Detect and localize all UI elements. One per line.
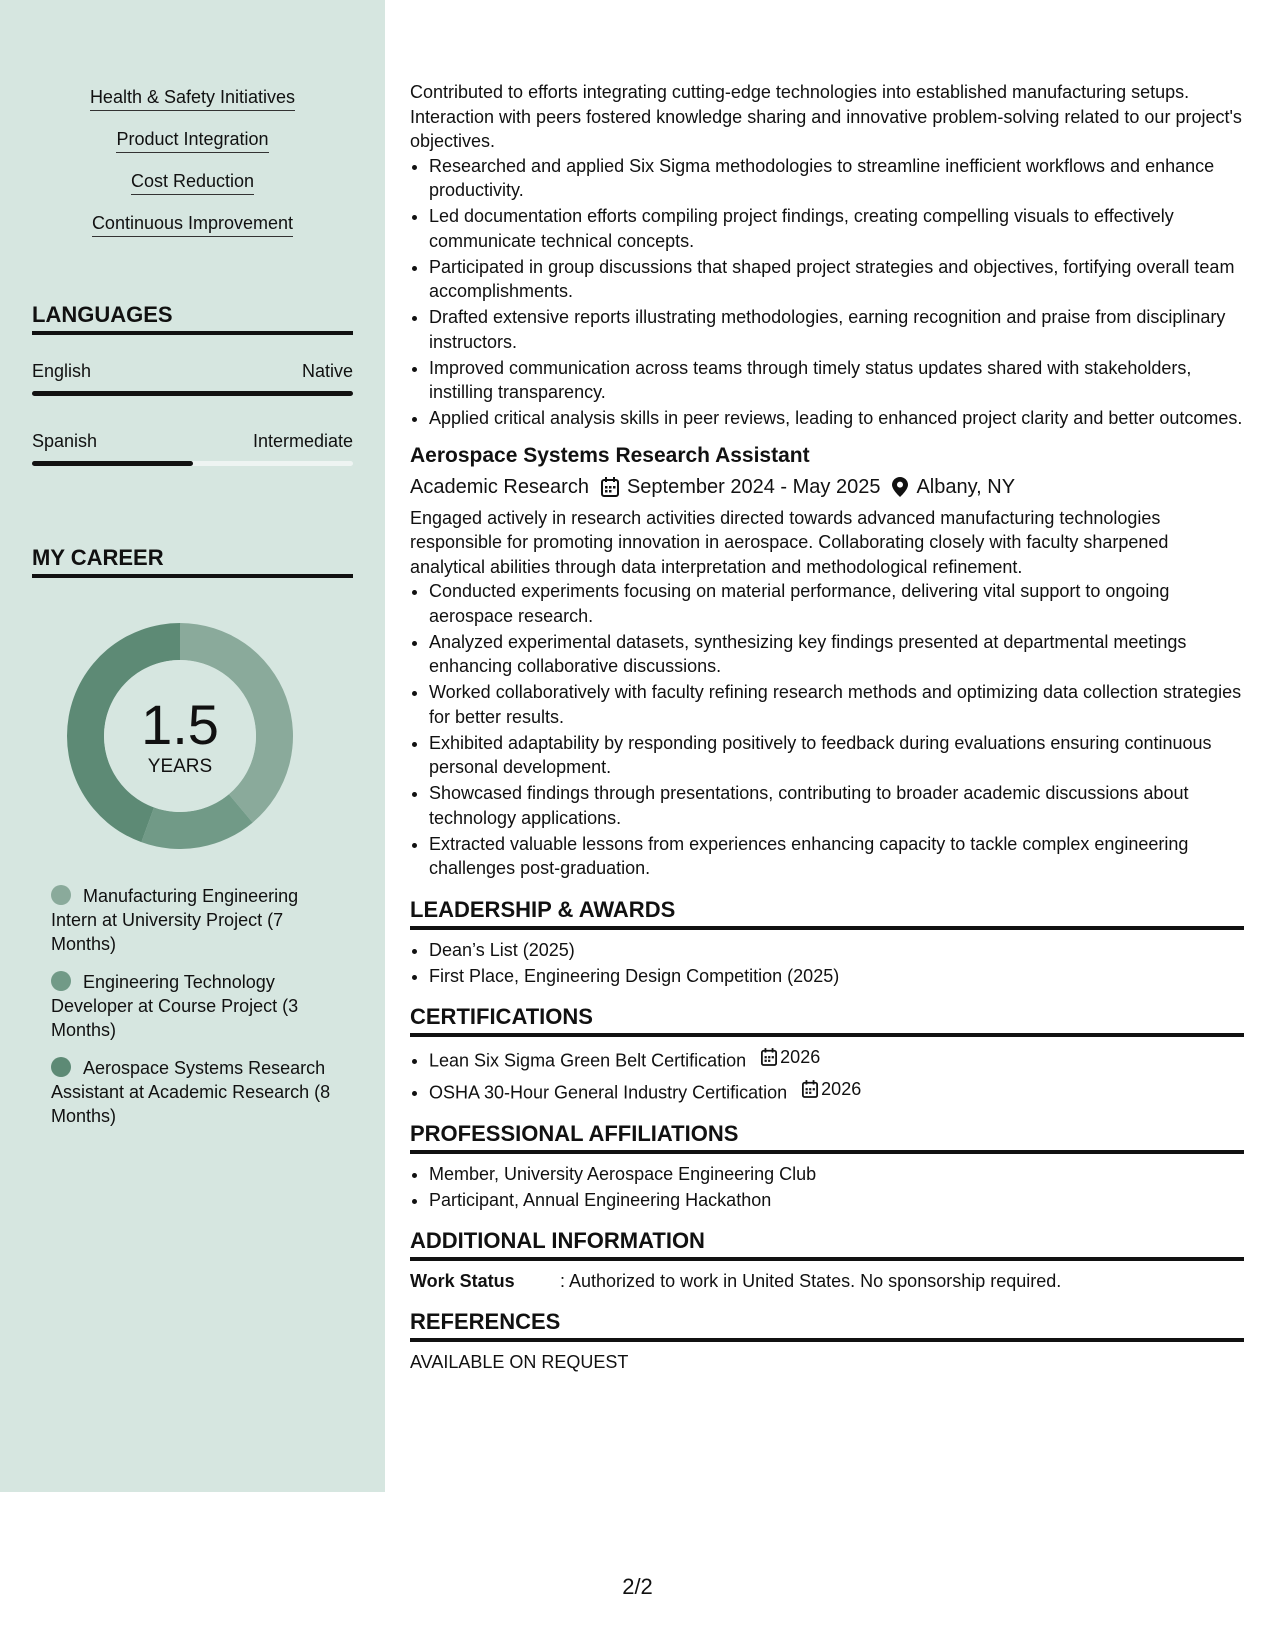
bullet-item: • Applied critical analysis skills in peer reviews, leading to enhanced project clarity and better outcomes. <box>429 406 1244 431</box>
certification-name: OSHA 30-Hour General Industry Certification <box>429 1082 788 1102</box>
career-total-value: 1.5 <box>141 693 219 756</box>
career-legend-item <box>51 970 336 1042</box>
career-heading: MY CAREER <box>32 545 353 578</box>
career-legend-label: Manufacturing Engineering Intern at University Project (7 Months) <box>51 886 299 954</box>
bullet-item: • Led documentation efforts compiling project findings, creating compelling visuals to effectively communicate technical concepts. <box>429 204 1244 253</box>
language-level: Native <box>301 361 353 381</box>
certification-item <box>429 1077 1244 1105</box>
legend-dot-icon <box>51 1057 71 1077</box>
affiliations-heading: PROFESSIONAL AFFILIATIONS <box>410 1121 1244 1154</box>
bullet-item: • Showcased findings through presentations, contributing to broader academic discussions about technology applications. <box>429 781 1244 830</box>
certification-year-text: 2026 <box>780 1047 821 1067</box>
career-legend-item <box>51 884 336 956</box>
language-row <box>32 430 353 452</box>
career-legend-label: Aerospace Systems Research Assistant at Academic Research (8 Months) <box>51 1058 331 1126</box>
language-level: Intermediate <box>252 431 353 451</box>
career-legend <box>51 884 336 1142</box>
bullet-item: • Extracted valuable lessons from experiences enhancing capacity to tackle complex engineering challenges post-graduation. <box>429 832 1244 881</box>
certification-year <box>802 1077 861 1102</box>
bullet-item: • Worked collaboratively with faculty refining research methods and optimizing data collection strategies for better results. <box>429 680 1244 729</box>
work-status-row <box>410 1269 1244 1293</box>
certifications-list <box>410 1045 1244 1105</box>
references-heading: REFERENCES <box>410 1309 1244 1342</box>
leadership-list <box>410 938 1244 989</box>
leadership-heading: LEADERSHIP & AWARDS <box>410 897 1244 930</box>
skill-item: Product Integration <box>116 128 268 153</box>
job-location: Albany, NY <box>916 475 1016 498</box>
job-title: Aerospace Systems Research Assistant <box>410 443 810 467</box>
calendar-icon <box>601 477 619 497</box>
language-proficiency-fill <box>32 391 353 396</box>
skill-item: Continuous Improvement <box>92 212 293 237</box>
language-proficiency-bar <box>32 461 353 466</box>
main-content <box>410 80 1244 1375</box>
legend-dot-icon <box>51 971 71 991</box>
job-bullets <box>410 579 1244 881</box>
language-name: Spanish <box>32 431 98 451</box>
bullet-item: • Improved communication across teams through timely status updates shared with stakeholders, instilling transparency. <box>429 356 1244 405</box>
certification-item <box>429 1045 1244 1073</box>
bullet-item: • Drafted extensive reports illustrating methodologies, earning recognition and praise from disciplinary instructors. <box>429 305 1244 354</box>
affiliations-list <box>410 1162 1244 1213</box>
career-legend-label: Engineering Technology Developer at Course Project (3 Months) <box>51 972 299 1040</box>
experience-intro-paragraph: Contributed to efforts integrating cutting-edge technologies into established manufacturing setups. Interaction with peers fostered knowledge sharing and innovative problem-solving related to our project's objectives. <box>410 82 1242 151</box>
certification-name: Lean Six Sigma Green Belt Certification <box>429 1050 747 1071</box>
location-pin-icon <box>892 477 908 497</box>
award-item: • Dean’s List (2025) <box>429 938 1244 963</box>
affiliation-item: • Participant, Annual Engineering Hackathon <box>429 1188 1244 1213</box>
calendar-icon <box>761 1048 777 1066</box>
career-legend-item <box>51 1056 336 1128</box>
career-total-unit: YEARS <box>147 756 213 777</box>
work-status-value: : Authorized to work in United States. No sponsorship required. <box>560 1271 1062 1291</box>
certification-year <box>761 1045 820 1070</box>
affiliation-item: • Member, University Aerospace Engineering Club <box>429 1162 1244 1187</box>
job-organization: Academic Research <box>410 475 589 498</box>
experience-intro-bullets <box>410 154 1244 431</box>
job-meta <box>410 474 1244 500</box>
skill-item: Health & Safety Initiatives <box>90 86 295 111</box>
career-total <box>67 693 293 778</box>
job-description: Engaged actively in research activities directed towards advanced manufacturing technologies responsible for promoting innovation in aerospace. Collaborating closely with faculty sharpened analytical abilities through data interpretation and methodological refinement. <box>410 507 1169 577</box>
skill-item: Cost Reduction <box>131 170 254 195</box>
bullet-item: • Participated in group discussions that shaped project strategies and objectives, fortifying overall team accomplishments. <box>429 255 1244 304</box>
bullet-item: • Researched and applied Six Sigma methodologies to streamline inefficient workflows and enhance productivity. <box>429 154 1244 203</box>
page-number: 2/2 <box>622 1574 653 1599</box>
skills-list <box>0 86 385 254</box>
sidebar <box>0 0 385 1492</box>
certifications-heading: CERTIFICATIONS <box>410 1004 1244 1037</box>
bullet-item: • Exhibited adaptability by responding positively to feedback during evaluations ensuring continuous personal development. <box>429 731 1244 780</box>
award-item: • First Place, Engineering Design Competition (2025) <box>429 964 1244 989</box>
languages-heading: LANGUAGES <box>32 302 353 335</box>
calendar-icon <box>802 1080 818 1098</box>
language-name: English <box>32 361 92 381</box>
work-status-label: Work Status <box>410 1271 515 1291</box>
language-row <box>32 360 353 382</box>
legend-dot-icon <box>51 885 71 905</box>
additional-info-heading: ADDITIONAL INFORMATION <box>410 1228 1244 1261</box>
job-dates: September 2024 - May 2025 <box>626 475 881 498</box>
bullet-item: • Conducted experiments focusing on material performance, delivering vital support to ongoing aerospace research. <box>429 579 1244 628</box>
language-proficiency-fill <box>32 461 193 466</box>
references-text: AVAILABLE ON REQUEST <box>410 1352 629 1372</box>
language-proficiency-bar <box>32 391 353 396</box>
certification-year-text: 2026 <box>821 1078 862 1099</box>
bullet-item: • Analyzed experimental datasets, synthesizing key findings presented at departmental meetings enhancing collaborative discussions. <box>429 630 1244 679</box>
